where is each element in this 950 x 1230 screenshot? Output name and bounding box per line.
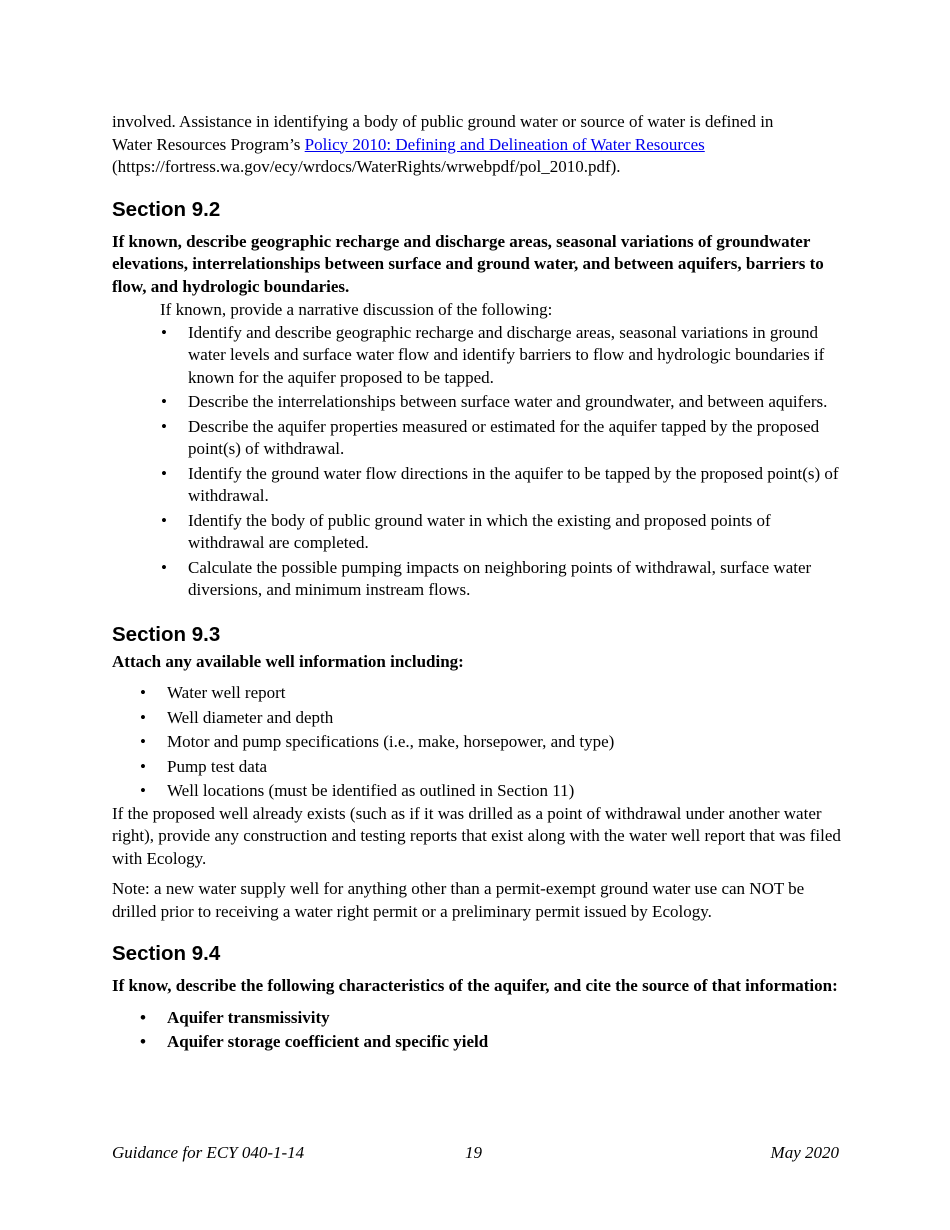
section-9-2-lead: If known, provide a narrative discussion of the following: (160, 300, 553, 319)
bullet-icon: • (161, 416, 167, 436)
list-item (112, 731, 842, 754)
list-item (112, 1007, 842, 1030)
bullet-icon: • (140, 1032, 146, 1051)
bullet-icon: • (140, 781, 146, 800)
list-item-text: Describe the interrelationships between surface water and groundwater, and between aquifers. (188, 392, 828, 411)
bullet-icon: • (161, 510, 167, 530)
document-body (112, 111, 842, 1054)
intro-line-1: involved. Assistance in identifying a body of public ground water or source of water is defined in (112, 112, 774, 131)
bullet-icon: • (140, 683, 146, 702)
list-item-text: Calculate the possible pumping impacts on neighboring points of withdrawal, surface water diversions, and minimum instream flows. (188, 557, 812, 599)
list-item-text: Well diameter and depth (167, 707, 334, 727)
footer-page-number: 19 (465, 1143, 482, 1162)
list-item-text: Well locations (must be identified as outlined in Section 11) (167, 781, 575, 800)
existing-well-paragraph: If the proposed well already exists (such as if it was drilled as a point of withdrawal under another water right), provide any construction and testing reports that exist along with the water well report that was filed with Ecology. (112, 803, 841, 868)
list-item-text: Water well report (167, 683, 286, 702)
section-9-4-instruction: If know, describe the following characteristics of the aquifer, and cite the source of that information: (112, 976, 838, 995)
policy-2010-link[interactable]: Policy 2010: Defining and Delineation of Water Resources (304, 134, 705, 154)
footer-document-title: Guidance for ECY 040-1-14 (112, 1143, 305, 1162)
list-item-text: Describe the aquifer properties measured or estimated for the aquifer tapped by the proposed point(s) of withdrawal. (188, 416, 820, 458)
bullet-icon: • (140, 732, 146, 751)
section-9-2-instruction: If known, describe geographic recharge and discharge areas, seasonal variations of groundwater elevations, interrelationships between surface and ground water, and between aquifers, barriers to flow, and hydrologic boundaries. (112, 231, 824, 296)
section-9-2-bullet-list (112, 322, 842, 602)
bullet-icon: • (140, 707, 146, 727)
section-9-3-instruction: Attach any available well information including: (112, 651, 464, 671)
list-item-text: Identify the ground water flow directions in the aquifer to be tapped by the proposed point(s) of withdrawal. (188, 463, 839, 505)
section-9-3-heading: Section 9.3 (112, 622, 221, 646)
bullet-icon: • (161, 322, 167, 342)
bullet-icon: • (140, 1007, 146, 1027)
list-item-text: Identify the body of public ground water in which the existing and proposed points of withdrawal are completed. (188, 510, 771, 552)
bullet-icon: • (161, 392, 167, 411)
bullet-icon: • (161, 557, 167, 577)
footer-date: May 2020 (770, 1143, 839, 1162)
list-item (112, 707, 842, 730)
section-9-3-bullet-list (112, 682, 842, 803)
list-item-text: Motor and pump specifications (i.e., make, horsepower, and type) (167, 732, 615, 751)
bullet-icon: • (140, 756, 146, 776)
list-item (112, 780, 842, 803)
bullet-icon: • (161, 463, 167, 483)
list-item (112, 557, 842, 602)
list-item (112, 1031, 842, 1054)
list-item (112, 322, 842, 390)
list-item (112, 463, 842, 508)
list-item (112, 682, 842, 705)
list-item-text: Aquifer storage coefficient and specific yield (167, 1032, 489, 1051)
list-item (112, 391, 842, 414)
list-item (112, 756, 842, 779)
list-item-text: Pump test data (167, 756, 268, 776)
intro-line-2-prefix: Water Resources Program’s (112, 134, 305, 154)
intro-paragraph (112, 111, 842, 179)
intro-line-3-url: (https://fortress.wa.gov/ecy/wrdocs/WaterRights/wrwebpdf/pol_2010.pdf). (112, 157, 621, 176)
section-9-4-heading: Section 9.4 (112, 942, 221, 965)
list-item (112, 510, 842, 555)
list-item (112, 416, 842, 461)
section-9-4-bullet-list (112, 1007, 842, 1054)
list-item-text: Aquifer transmissivity (167, 1007, 330, 1027)
new-well-note-paragraph: Note: a new water supply well for anything other than a permit-exempt ground water use can NOT be drilled prior to receiving a water right permit or a preliminary permit issued by Ecology. (112, 879, 805, 921)
list-item-text: Identify and describe geographic recharge and discharge areas, seasonal variations in ground water levels and surface water flow and identify barriers to flow and hydrologic boundaries if known for the aquifer proposed to be tapped. (188, 322, 825, 387)
section-9-2-heading: Section 9.2 (112, 197, 221, 221)
